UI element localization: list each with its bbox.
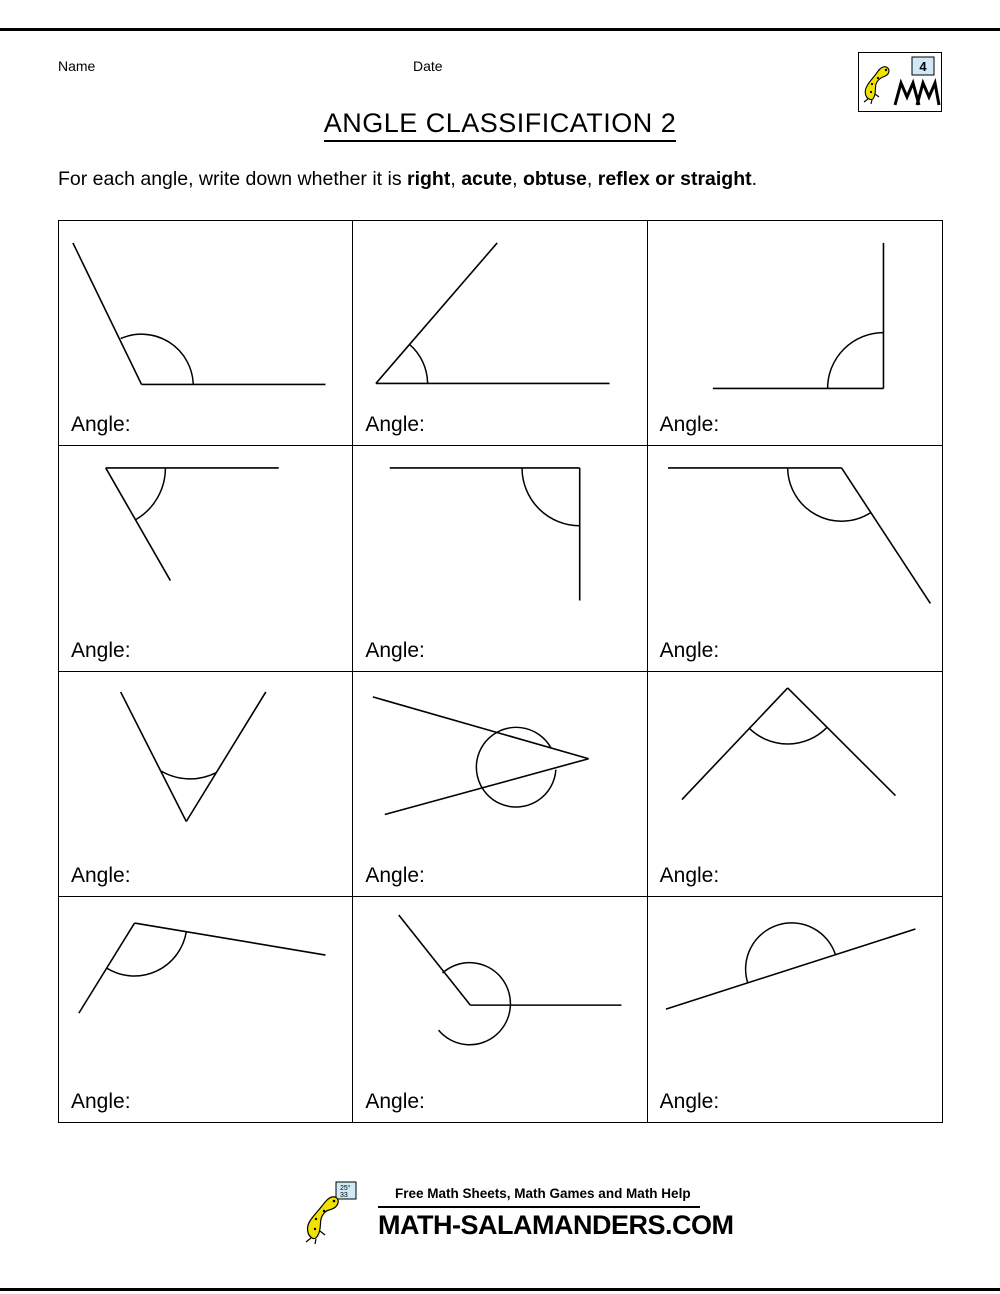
header-row [58, 58, 942, 78]
angle-cell-12 [648, 897, 942, 1122]
angle-cell-9 [648, 672, 942, 897]
angle-figure-2 [353, 221, 646, 445]
svg-text:33: 33 [340, 1192, 348, 1199]
angle-figure-5 [353, 446, 646, 670]
answer-label-5: Angle: [365, 638, 425, 662]
svg-text:25°: 25° [340, 1185, 351, 1192]
instructions [58, 168, 948, 191]
angle-figure-3 [648, 221, 942, 445]
angle-figure-1 [59, 221, 352, 445]
angle-cell-8 [353, 672, 647, 897]
instructions-sep3: , [586, 168, 598, 190]
angle-cell-3 [648, 221, 942, 446]
angle-cell-1 [59, 221, 353, 446]
page-title-text: ANGLE CLASSIFICATION 2 [324, 108, 677, 142]
instructions-bold-right: right [407, 168, 451, 190]
angle-figure-8 [353, 672, 646, 896]
answer-label-11: Angle: [365, 1090, 425, 1113]
angle-cell-6 [648, 446, 942, 671]
angle-cell-4 [59, 446, 353, 671]
top-divider [0, 28, 1000, 31]
instructions-prefix: For each angle, write down whether it is [58, 168, 408, 190]
angle-cell-5 [353, 446, 647, 671]
answer-label-2: Angle: [365, 413, 425, 437]
angle-figure-11 [353, 897, 646, 1122]
answer-label-9: Angle: [659, 863, 720, 887]
answer-label-3: Angle: [659, 413, 720, 437]
angle-grid [58, 220, 943, 1123]
angle-figure-12 [648, 897, 942, 1122]
angle-figure-4 [59, 446, 352, 670]
answer-label-7: Angle: [71, 863, 131, 887]
answer-label-8: Angle: [365, 863, 425, 887]
footer-url[interactable]: MATH-SALAMANDERS.COM [378, 1210, 734, 1240]
instructions-suffix: . [751, 168, 758, 190]
answer-label-12: Angle: [659, 1090, 720, 1113]
angle-cell-10 [59, 897, 353, 1122]
answer-label-6: Angle: [659, 638, 720, 662]
footer-salamander-icon [300, 1180, 380, 1252]
footer [0, 1180, 1000, 1285]
footer-divider [378, 1206, 700, 1208]
bottom-divider [0, 1288, 1000, 1291]
page-title [0, 108, 1000, 139]
answer-label-4: Angle: [71, 638, 131, 662]
date-label: Date [413, 58, 443, 74]
angle-cell-7 [59, 672, 353, 897]
instructions-sep2: , [512, 168, 523, 190]
footer-tagline: Free Math Sheets, Math Games and Math Help [395, 1186, 691, 1201]
answer-label-1: Angle: [71, 413, 131, 437]
angle-cell-11 [353, 897, 647, 1122]
salamander-logo-badge [858, 52, 942, 112]
angle-figure-9 [648, 672, 942, 896]
angle-figure-6 [648, 446, 942, 670]
instructions-sep1: , [450, 168, 462, 190]
angle-figure-10 [59, 897, 352, 1122]
angle-cell-2 [353, 221, 647, 446]
instructions-bold-reflex-straight: reflex or straight [597, 168, 752, 190]
svg-text:4: 4 [919, 59, 927, 74]
answer-label-10: Angle: [71, 1090, 131, 1113]
name-label: Name [58, 58, 96, 74]
logo-icon [859, 53, 941, 111]
instructions-bold-obtuse: obtuse [522, 168, 587, 190]
angle-figure-7 [59, 672, 352, 896]
instructions-bold-acute: acute [461, 168, 513, 190]
